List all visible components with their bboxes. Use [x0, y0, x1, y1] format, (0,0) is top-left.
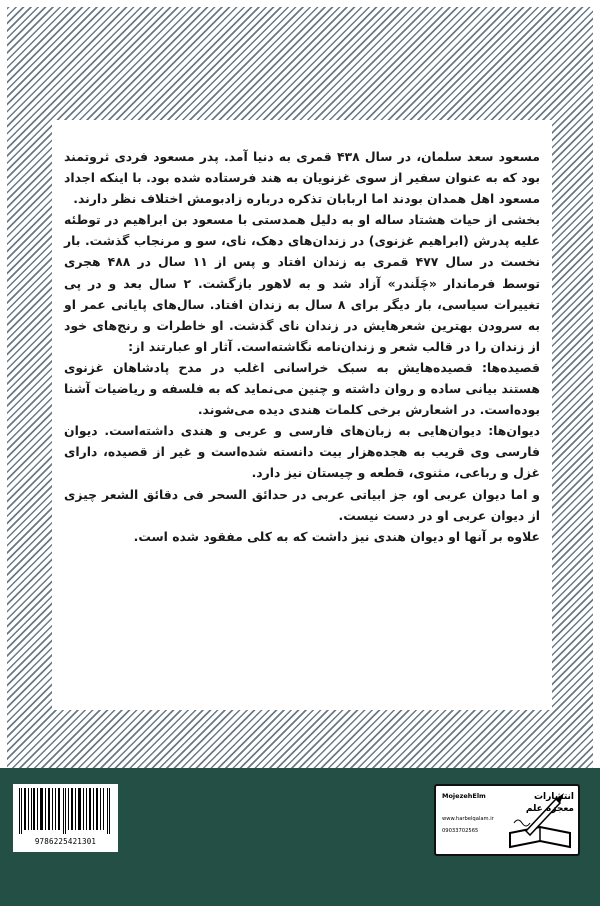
isbn-number: 9786225421301 — [34, 837, 97, 846]
publisher-site-name: MojezehElm — [442, 792, 486, 800]
publisher-name-line1: انتشارات — [534, 792, 574, 802]
body-text — [64, 146, 540, 547]
publisher-name-line2: معجزه علم — [525, 804, 574, 814]
publisher-phone: 09033702565 — [442, 828, 479, 834]
paragraph-hindi-divan: علاوه بر آنها او دیوان هندی نیز داشت که به کلی مفقود شده است. — [133, 528, 540, 544]
barcode-bars-icon — [17, 788, 114, 834]
isbn-barcode — [13, 784, 118, 852]
publisher-url: www.harbelqalam.ir — [442, 816, 494, 822]
paragraph-arabic-divan: و اما دیوان عربی او، جز ابیاتی عربی در حدائق السحر فی دقائق الشعر چیزی از دیوان عربی او در دست نیست. — [64, 486, 540, 523]
paragraph-prison: بخشی از حیات هشتاد ساله او به دلیل همدستی با مسعود بن ابراهیم در توطئه علیه پدرش (ابراهیم غزنوی) در زندان‌های دهک، نای، سو و مرنجاب گذشت. بار نخست در سال ۴۷۷ قمری به زندان افتاد و پس از ۱۱ سال در ۴۸۸ هجری توسط فرماندار «چَلَندر» آزاد شد و به لاهور بازگشت. ۲ سال بعد و در پی تغییرات سیاسی، بار دیگر برای ۸ سال به زندان افتاد. سال‌های پایانی عمر او به سرودن بهترین شعرهایش در زندان نای گذشت. او خاطرات و رنج‌های خود از زندان را در قالب شعر و زندان‌نامه نگاشته‌است. آثار او عبارتند از: — [64, 212, 540, 354]
paragraph-birth: مسعود سعد سلمان، در سال ۴۳۸ قمری به دنیا آمد. پدر مسعود فردی ثروتمند بود که به عنوان سفیر از سوی غزنویان به هند فرستاده شده بود. با اینکه اجداد مسعود اهل همدان بودند اما اربابان تذکره درباره زادبومش اختلاف نظر دارند. — [64, 149, 540, 207]
paragraph-qasidas: قصیده‌ها: قصیده‌هایش به سبک خراسانی اغلب در مدح پادشاهان غزنوی هستند بیانی ساده و روان داشته و چنین می‌نماید که به فلسفه و ریاضیات آشنا بوده‌است. در اشعارش برخی کلمات هندی دیده می‌شوند. — [64, 359, 540, 418]
paragraph-divans: دیوان‌ها: دیوان‌هایی به زبان‌های فارسی و عربی و هندی داشته‌است. دیوان فارسی وی قریب به هجده‌هزار بیت دانسته شده‌است و غیر از قصیده، دارای غزل و رباعی، مثنوی، قطعه و چیستان نیز دارد. — [64, 423, 540, 481]
publisher-logo — [434, 784, 580, 856]
